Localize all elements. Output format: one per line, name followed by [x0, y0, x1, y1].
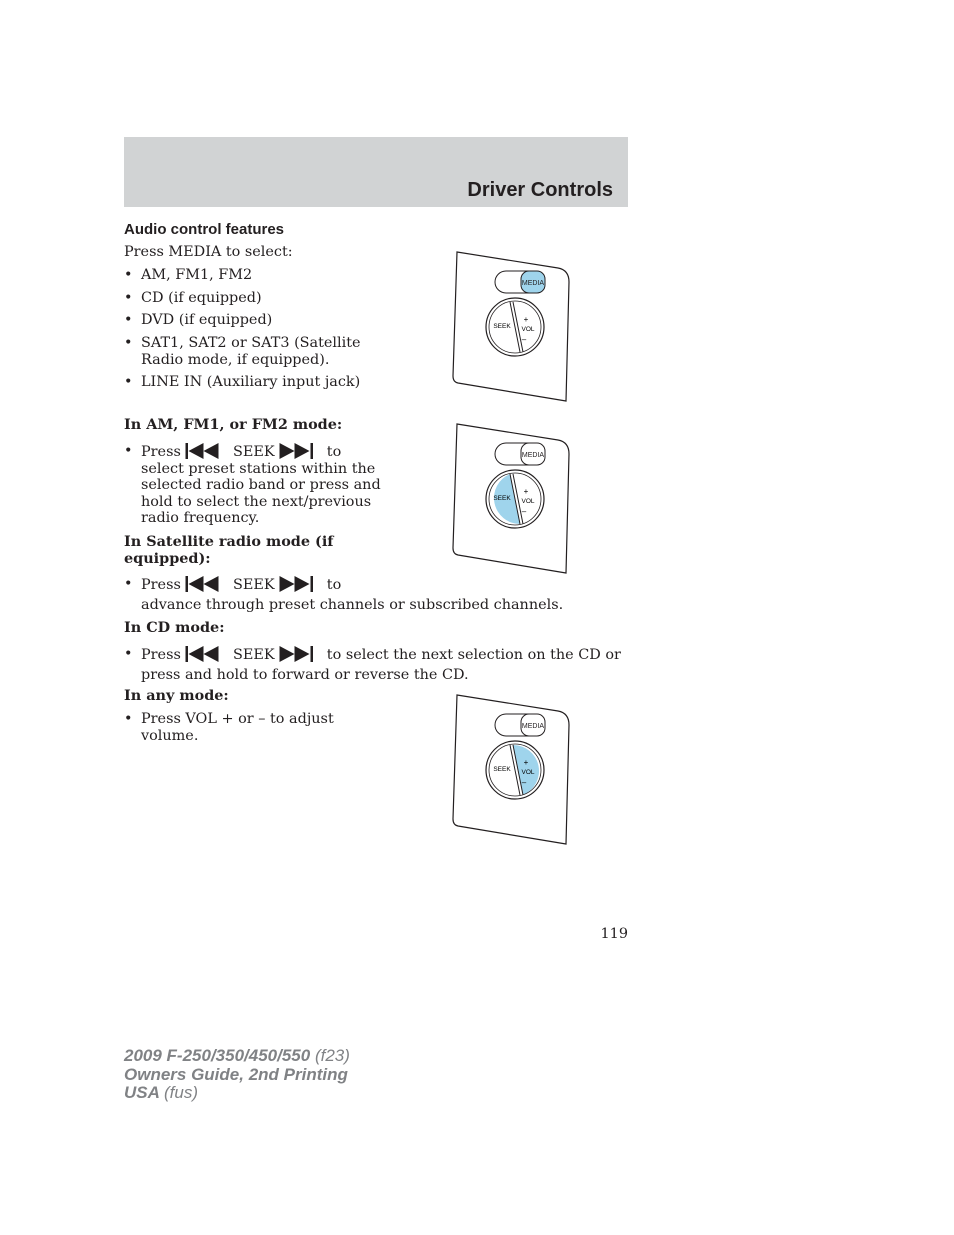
- seek-back-icon: [185, 576, 220, 592]
- svg-text:–: –: [521, 778, 527, 787]
- seek-forward-icon: [279, 576, 314, 592]
- page-number: 119: [600, 926, 628, 942]
- svg-text:+: +: [523, 758, 529, 767]
- control-panel-media: [450, 250, 574, 404]
- svg-text:+: +: [523, 315, 529, 324]
- seek-back-icon: [185, 646, 220, 662]
- list-item: • SAT1, SAT2 or SAT3 (Satellite Radio mode, if equipped).: [124, 335, 361, 368]
- svg-text:MEDIA: MEDIA: [521, 723, 545, 730]
- sat-mode-item: • Press SEEK to advance through preset channels or subscribed channels.: [124, 576, 564, 613]
- svg-text:VOL: VOL: [521, 498, 535, 505]
- svg-text:SEEK: SEEK: [493, 766, 511, 773]
- control-panel-seek: [450, 422, 574, 576]
- svg-text:+: +: [523, 487, 529, 496]
- page-title: Driver Controls: [467, 179, 613, 201]
- list-item: • LINE IN (Auxiliary input jack): [124, 374, 361, 390]
- svg-text:–: –: [521, 507, 527, 516]
- section-title: Audio control features: [124, 221, 285, 238]
- svg-text:–: –: [521, 335, 527, 344]
- footer: 2009 F-250/350/450/550 (f23) Owners Guide, 2nd Printing USA (fus): [124, 1046, 350, 1102]
- svg-text:SEEK: SEEK: [493, 495, 511, 502]
- any-mode-item: • Press VOL + or – to adjust volume.: [124, 711, 334, 744]
- svg-text:SEEK: SEEK: [493, 323, 511, 330]
- svg-text:MEDIA: MEDIA: [521, 280, 545, 287]
- any-mode-heading: In any mode:: [124, 687, 229, 704]
- header-band: [124, 137, 628, 207]
- svg-text:VOL: VOL: [521, 326, 535, 333]
- seek-forward-icon: [279, 443, 314, 459]
- sat-mode-heading: In Satellite radio mode (if equipped):: [124, 533, 334, 567]
- control-panel-volume: [450, 693, 574, 847]
- list-item: • CD (if equipped): [124, 290, 262, 306]
- seek-forward-icon: [279, 646, 314, 662]
- am-mode-heading: In AM, FM1, or FM2 mode:: [124, 416, 343, 433]
- cd-mode-item: • Press SEEK to select the next selection on the CD or press and hold to forward or reverse the CD.: [124, 646, 621, 683]
- seek-back-icon: [185, 443, 220, 459]
- list-item: • AM, FM1, FM2: [124, 267, 253, 283]
- intro-text: Press MEDIA to select:: [124, 244, 293, 260]
- list-item: • DVD (if equipped): [124, 312, 273, 328]
- cd-mode-heading: In CD mode:: [124, 619, 225, 636]
- svg-text:VOL: VOL: [521, 769, 535, 776]
- am-mode-item: • Press SEEK to select preset stations within the selected radio band or press and hold to select the next/previous radio frequency.: [124, 443, 381, 526]
- svg-text:MEDIA: MEDIA: [521, 452, 545, 459]
